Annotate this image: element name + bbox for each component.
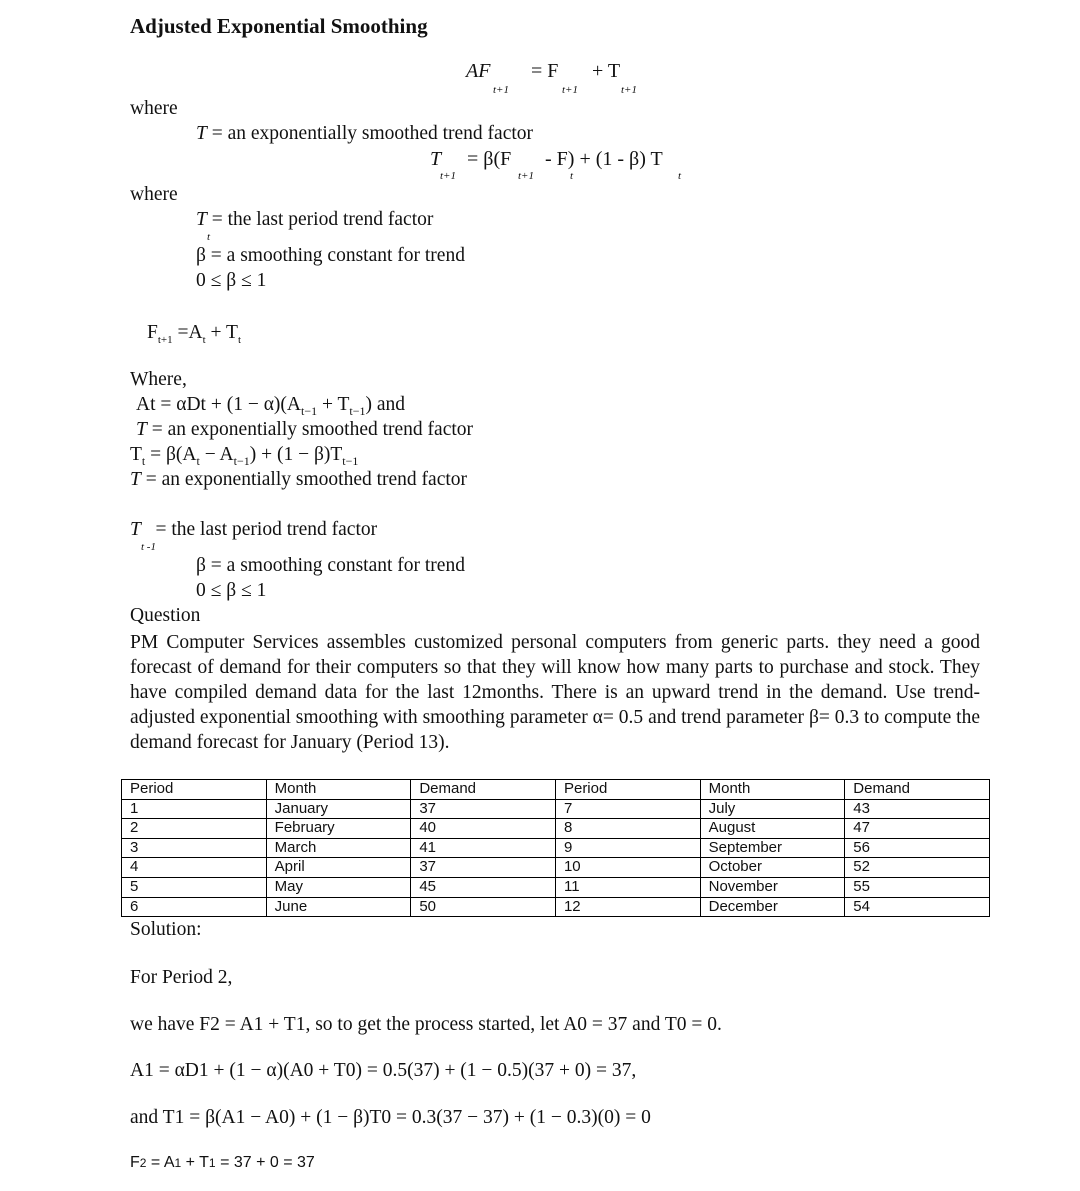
eq2-mid2: - F) + (1 - β) T [545, 148, 663, 170]
cell: 37 [411, 858, 556, 878]
eq1-f-sub: t+1 [562, 84, 578, 96]
eq1-f: = F [531, 60, 559, 82]
cell: 41 [411, 838, 556, 858]
forecast-line: $F_{t+1} =A_t + T_t$ [147, 322, 242, 346]
def-beta: β = a smoothing constant for trend [196, 245, 465, 266]
table-row [122, 897, 990, 917]
cell: 6 [122, 897, 267, 917]
page-title: Adjusted Exponential Smoothing [130, 14, 428, 38]
cell: 4 [122, 858, 267, 878]
def-t2-line: T = an exponentially smoothed trend factor [136, 419, 474, 440]
solution-label: Solution: [130, 919, 202, 940]
def-t-text: = an exponentially smoothed trend factor [211, 123, 534, 144]
eq2-t-sub: t+1 [440, 170, 456, 182]
solution-line-3: and T1 = β(A1 − A0) + (1 − β)T0 = 0.3(37 − 37) + (1 − 0.3)(0) = 0 [130, 1107, 651, 1128]
eq2-f2-sub: t [570, 170, 574, 182]
eq1-lhs: AF [466, 60, 491, 82]
cell: May [266, 877, 411, 897]
def-t3-line: T = an exponentially smoothed trend factor [130, 469, 468, 490]
cell: 50 [411, 897, 556, 917]
cell: 12 [555, 897, 700, 917]
cell: September [700, 838, 845, 858]
solution-period: For Period 2, [130, 967, 233, 988]
header-demand-1: Demand [411, 780, 556, 800]
cell: February [266, 819, 411, 839]
def-beta-2: β = a smoothing constant for trend [196, 555, 465, 576]
cell: 11 [555, 877, 700, 897]
table-row [122, 877, 990, 897]
eq1-t-sub: t+1 [621, 84, 637, 96]
def-tlast-sub: t -1 [141, 541, 156, 553]
cell: 45 [411, 877, 556, 897]
table-row [122, 799, 990, 819]
eq2-mid: = β(F [467, 148, 512, 170]
eq1-t: + T [592, 60, 621, 82]
cell: March [266, 838, 411, 858]
cell: 8 [555, 819, 700, 839]
cell: 37 [411, 799, 556, 819]
cell: November [700, 877, 845, 897]
cell: July [700, 799, 845, 819]
where-label-1: where [130, 98, 178, 119]
cell: 1 [122, 799, 267, 819]
where-label-3: Where, [130, 369, 187, 390]
cell: 43 [845, 799, 990, 819]
cell: 47 [845, 819, 990, 839]
def-tt2: $T_t = \beta(A_t - A_{t-1}) + (1 - \beta)T_{t-1}$ [130, 444, 359, 468]
cell: 40 [411, 819, 556, 839]
demand-table [121, 779, 990, 917]
question-label: Question [130, 605, 201, 626]
cell: 10 [555, 858, 700, 878]
cell: October [700, 858, 845, 878]
eq2-t2-sub: t [678, 170, 682, 182]
table-row [122, 838, 990, 858]
cell: 56 [845, 838, 990, 858]
table-header-row [122, 780, 990, 800]
where-label-2: where [130, 184, 178, 205]
cell: 3 [122, 838, 267, 858]
cell: December [700, 897, 845, 917]
header-demand-2: Demand [845, 780, 990, 800]
def-at: $At = \alpha Dt + (1 - \alpha)(A_{t-1} + T_{t-1})$ and [136, 394, 406, 418]
cell: 54 [845, 897, 990, 917]
cell: January [266, 799, 411, 819]
question-text: PM Computer Services assembles customized personal computers from generic parts. they need a good forecast of demand for their computers so that they will know how many parts to purchase and stock. They have compiled demand data for the last 12months. There is an upward trend in the demand. Use trend-adjusted exponential smoothing with smoothing parameter α= 0.5 and trend parameter β= 0.3 to compute the demand forecast for January (Period 13). [130, 632, 980, 753]
def-tt-text: = the last period trend factor [211, 209, 434, 230]
header-period-1: Period [122, 780, 267, 800]
cell: 9 [555, 838, 700, 858]
table-row [122, 858, 990, 878]
solution-line-1: we have F2 = A1 + T1, so to get the process started, let A0 = 37 and T0 = 0. [130, 1014, 722, 1035]
range-beta-2: 0 ≤ β ≤ 1 [196, 580, 267, 601]
header-period-2: Period [555, 780, 700, 800]
table-row [122, 819, 990, 839]
cell: April [266, 858, 411, 878]
eq1-lhs-sub: t+1 [493, 84, 509, 96]
solution-line-4: F2 = A1 + T1 = 37 + 0 = 37 [130, 1154, 315, 1171]
def-tt-line: T = the last period trend factor [196, 209, 434, 230]
cell: 7 [555, 799, 700, 819]
cell: 52 [845, 858, 990, 878]
cell: June [266, 897, 411, 917]
eq2-t: T [430, 148, 442, 170]
def-tt-sub: t [207, 231, 211, 243]
def-t-line: T = an exponentially smoothed trend factor [196, 123, 534, 144]
eq2-f-sub: t+1 [518, 170, 534, 182]
def-tlast-line: T = the last period trend factor [130, 519, 378, 540]
cell: 2 [122, 819, 267, 839]
cell: 55 [845, 877, 990, 897]
header-month-2: Month [700, 780, 845, 800]
solution-line-2: A1 = αD1 + (1 − α)(A0 + T0) = 0.5(37) + (1 − 0.5)(37 + 0) = 37, [130, 1060, 637, 1081]
header-month-1: Month [266, 780, 411, 800]
cell: 5 [122, 877, 267, 897]
range-beta: 0 ≤ β ≤ 1 [196, 270, 267, 291]
cell: August [700, 819, 845, 839]
